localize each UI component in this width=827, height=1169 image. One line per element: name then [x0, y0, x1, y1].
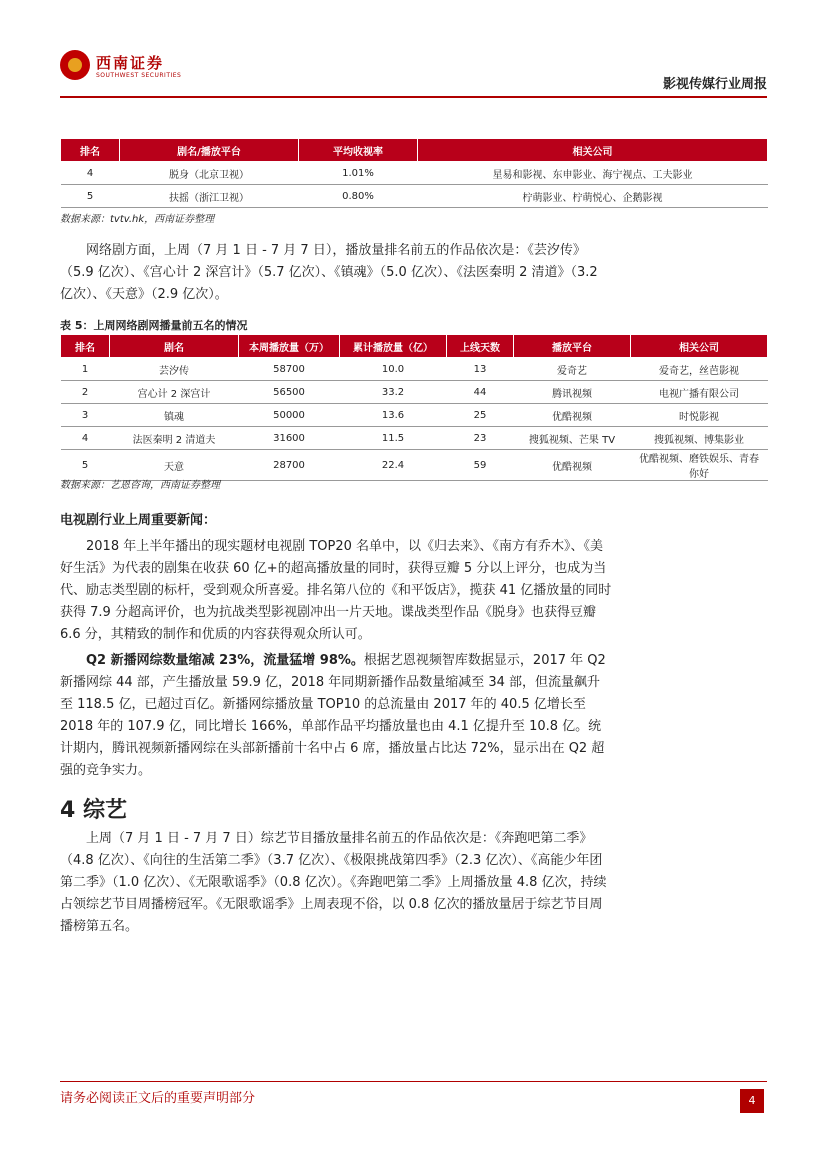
table-cell: 5 [61, 185, 120, 208]
web-drama-table [60, 334, 768, 481]
table-cell: 天意 [110, 450, 239, 481]
table-cell: 58700 [239, 358, 340, 381]
table-cell: 柠萌影业、柠萌悦心、企鹅影视 [418, 185, 768, 208]
table-cell: 5 [61, 450, 110, 481]
footer-divider [60, 1081, 767, 1082]
table-cell: 优酷视频 [514, 450, 631, 481]
report-title: 影视传媒行业周报 [662, 77, 767, 92]
table-cell: 44 [447, 381, 514, 404]
disclaimer-notice: 请务必阅读正文后的重要声明部分 [60, 1091, 256, 1106]
table-cell: 宫心计 2 深宫计 [110, 381, 239, 404]
table-header-row [61, 335, 768, 358]
table-cell: 时悦影视 [631, 404, 768, 427]
table1-source: 数据来源：tvtv.hk，西南证券整理 [60, 214, 215, 225]
company-logo [60, 50, 180, 86]
page-header [0, 0, 827, 100]
table-row [61, 427, 768, 450]
table-cell: 爱奇艺 [514, 358, 631, 381]
table-cell: 爱奇艺，丝芭影视 [631, 358, 768, 381]
table-cell: 31600 [239, 427, 340, 450]
table-cell: 搜狐视频、博集影业 [631, 427, 768, 450]
table-cell: 28700 [239, 450, 340, 481]
table-header-row [61, 139, 768, 162]
table-cell: 0.80% [299, 185, 418, 208]
news-paragraph-1: 2018 年上半年播出的现实题材电视剧 TOP20 名单中，以《归去来》、《南方有乔木》、《美好生活》为代表的剧集在收获 60 亿+的超高播放量的同时，获得豆瓣 5 分以上评分，也成为当代、励志类型剧的标杆，受到观众所喜爱。排名第八位的《和平饭店》，揽获 41 亿播放量的同时获得 7.9 分超高评价，也为抗战类型影视剧冲出一片天地。谍战类型作品《脱身》也获得豆瓣 6.6 分，其精致的制作和优质的内容获得观众所认可。 [60, 539, 612, 642]
table-row [61, 358, 768, 381]
table-row [61, 185, 768, 208]
table-cell: 25 [447, 404, 514, 427]
table-cell: 50000 [239, 404, 340, 427]
col-header: 相关公司 [631, 335, 768, 358]
table-cell: 4 [61, 427, 110, 450]
col-header: 相关公司 [418, 139, 768, 162]
news-heading: 电视剧行业上周重要新闻： [60, 513, 217, 528]
table-cell: 22.4 [340, 450, 447, 481]
logo-text: 西南证券 [96, 54, 165, 72]
table2-source: 数据来源：艺恩咨询，西南证券整理 [60, 480, 220, 491]
news-paragraph-2 [60, 650, 612, 782]
table-cell: 镇魂 [110, 404, 239, 427]
table-cell: 33.2 [340, 381, 447, 404]
table-cell: 电视广播有限公司 [631, 381, 768, 404]
col-header: 累计播放量（亿） [340, 335, 447, 358]
table-cell: 4 [61, 162, 120, 185]
tv-ratings-table [60, 138, 768, 208]
table-cell: 1.01% [299, 162, 418, 185]
col-header: 上线天数 [447, 335, 514, 358]
table-cell: 13.6 [340, 404, 447, 427]
col-header: 剧名/播放平台 [120, 139, 299, 162]
table-cell: 腾讯视频 [514, 381, 631, 404]
table-cell: 芸汐传 [110, 358, 239, 381]
col-header: 本周播放量（万） [239, 335, 340, 358]
news-highlight: Q2 新播网综数量缩减 23%，流量猛增 98%。 [86, 653, 364, 668]
table2-caption: 表 5：上周网络剧网播量前五名的情况 [60, 319, 248, 332]
table-cell: 搜狐视频、芒果 TV [514, 427, 631, 450]
table-cell: 法医秦明 2 清道夫 [110, 427, 239, 450]
table-row [61, 381, 768, 404]
table-cell: 优酷视频、磨铁娱乐、青春你好 [631, 450, 768, 481]
col-header: 排名 [61, 139, 120, 162]
table-cell: 59 [447, 450, 514, 481]
table-cell: 13 [447, 358, 514, 381]
table-cell: 23 [447, 427, 514, 450]
logo-mark-icon [60, 50, 90, 80]
table-cell: 优酷视频 [514, 404, 631, 427]
header-divider [60, 96, 767, 98]
table-cell: 星易和影视、东申影业、海宁视点、工夫影业 [418, 162, 768, 185]
table-cell: 脱身（北京卫视） [120, 162, 299, 185]
col-header: 排名 [61, 335, 110, 358]
news-paragraph-2-body: 根据艺恩视频智库数据显示，2017 年 Q2 新播网综 44 部，产生播放量 59.9 亿，2018 年同期新播作品数量缩减至 34 部，但流量飙升至 118.5 亿，已超过百亿。新播网综播放量 TOP10 的总流量由 2017 年的 40.5 亿增长至 2018 年的 107.9 亿，同比增长 166%，单部作品平均播放量也由 4.1 亿提升至 10.8 亿。统计期内，腾讯视频新播网综在头部新播前十名中占 6 席，播放量占比达 72%，显示出在 Q2 超强的竞争实力。 [60, 653, 606, 778]
table-cell: 1 [61, 358, 110, 381]
table-row [61, 404, 768, 427]
col-header: 剧名 [110, 335, 239, 358]
logo-subtext: SOUTHWEST SECURITIES [96, 72, 182, 79]
table-cell: 2 [61, 381, 110, 404]
table-cell: 3 [61, 404, 110, 427]
table-cell: 10.0 [340, 358, 447, 381]
table-cell: 扶摇（浙江卫视） [120, 185, 299, 208]
col-header: 平均收视率 [299, 139, 418, 162]
table-cell: 11.5 [340, 427, 447, 450]
page-number: 4 [740, 1089, 764, 1113]
variety-paragraph: 上周（7 月 1 日 - 7 月 7 日）综艺节目播放量排名前五的作品依次是：《奔跑吧第二季》（4.8 亿次）、《向往的生活第二季》（3.7 亿次）、《极限挑战第四季》（2.3 亿次）、《高能少年团第二季》（1.0 亿次）、《无限歌谣季》（0.8 亿次）。《奔跑吧第二季》上周播放量 4.8 亿次，持续占领综艺节目周播榜冠军。《无限歌谣季》上周表现不俗，以 0.8 亿次的播放量居于综艺节目周播榜第五名。 [60, 831, 607, 934]
table-row [61, 162, 768, 185]
table-cell: 56500 [239, 381, 340, 404]
col-header: 播放平台 [514, 335, 631, 358]
section-4-title: 4 综艺 [60, 798, 127, 823]
web-drama-paragraph: 网络剧方面，上周（7 月 1 日 - 7 月 7 日），播放量排名前五的作品依次是：《芸汐传》（5.9 亿次）、《宫心计 2 深宫计》（5.7 亿次）、《镇魂》（5.0 亿次）、《法医秦明 2 清道》（3.2 亿次）、《天意》（2.9 亿次）。 [60, 243, 598, 302]
